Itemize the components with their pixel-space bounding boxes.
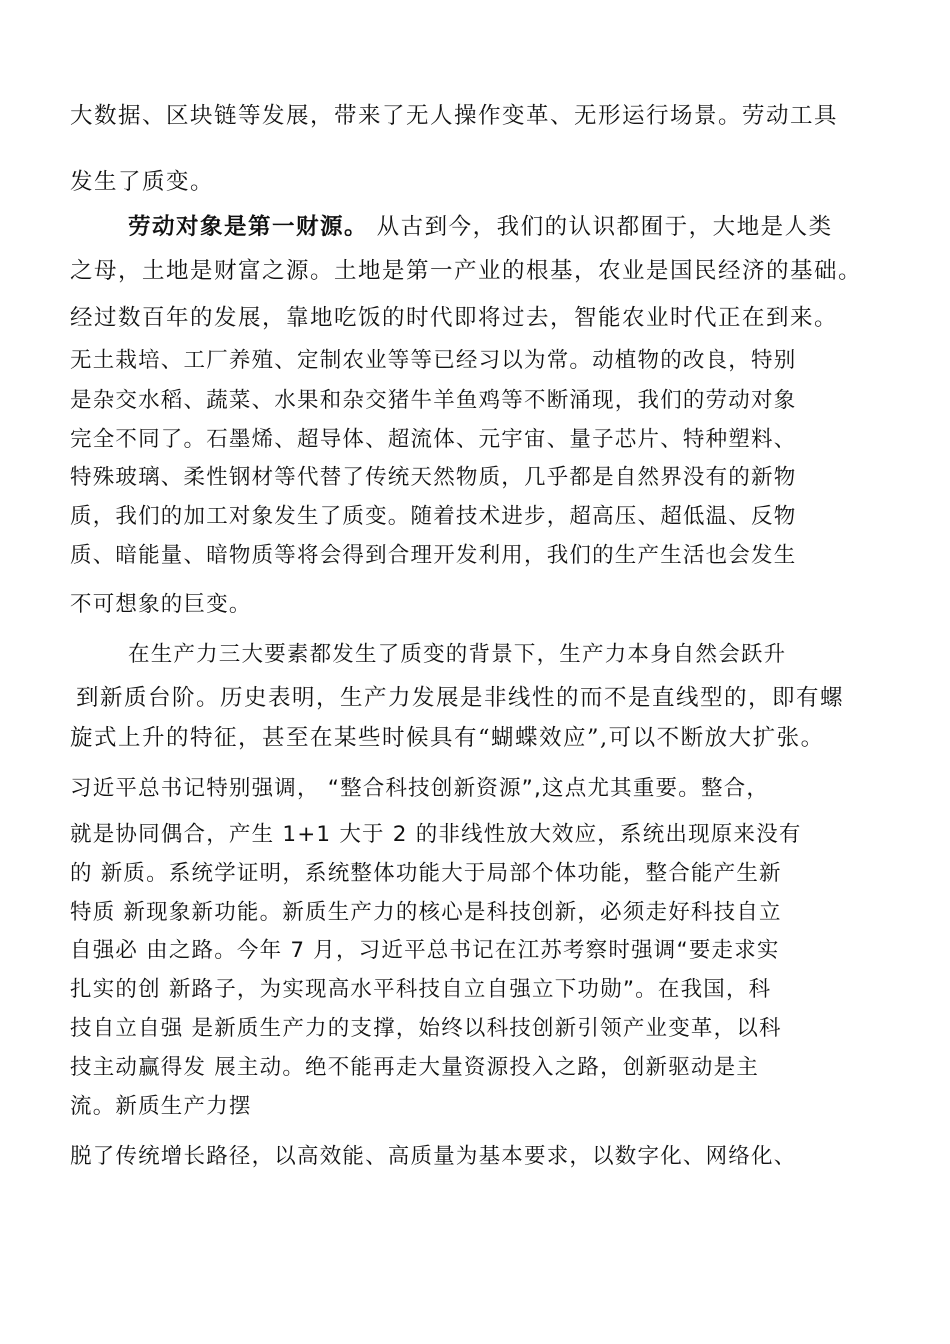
text-line-11: 质、暗能量、暗物质等将会得到合理开发利用，我们的生产生活也会发生 xyxy=(70,543,797,568)
text-line-25: 脱了传统增长路径，以高效能、高质量为基本要求，以数字化、网络化、 xyxy=(70,1144,797,1169)
text-line-3-body: 从古到今，我们的认识都囿于，大地是人类 xyxy=(368,214,833,240)
text-line-17: 就是协同偶合，产生 1+1 大于 2 的非线性放大效应，系统出现原来没有 xyxy=(70,822,802,847)
text-line-5: 经过数百年的发展，靠地吃饭的时代即将过去，智能农业时代正在到来。 xyxy=(70,305,839,331)
text-line-12: 不可想象的巨变。 xyxy=(70,592,252,617)
text-line-23: 技主动赢得发 展主动。绝不能再走大量资源投入之路，创新驱动是主 xyxy=(70,1055,760,1080)
text-line-13: 在生产力三大要素都发生了质变的背景下，生产力本身自然会跃升 xyxy=(128,642,787,667)
text-line-24: 流。新质生产力摆 xyxy=(70,1094,252,1119)
text-line-3 xyxy=(128,212,885,242)
text-line-18: 的 新质。系统学证明，系统整体功能大于局部个体功能，整合能产生新 xyxy=(70,861,782,886)
text-line-19: 特质 新现象新功能。新质生产力的核心是科技创新，必须走好科技自立 xyxy=(70,900,782,925)
text-line-9: 特殊玻璃、柔性钢材等代替了传统天然物质，几乎都是自然界没有的新物 xyxy=(70,465,797,490)
section-heading: 劳动对象是第一财源。 xyxy=(128,214,369,240)
text-line-20: 自强必 由之路。今年 7 月，习近平总书记在江苏考察时强调“要走求实 xyxy=(70,938,780,963)
text-line-16: 习近平总书记特别强调， “整合科技创新资源”,这点尤其重要。整合， xyxy=(70,776,770,801)
text-line-14: 到新质台阶。历史表明，生产力发展是非线性的而不是直线型的，即有螺 xyxy=(76,685,845,711)
text-line-10: 质，我们的加工对象发生了质变。随着技术进步，超高压、超低温、反物 xyxy=(70,504,797,529)
text-line-4: 之母，土地是财富之源。土地是第一产业的根基，农业是国民经济的基础。 xyxy=(70,258,863,284)
text-line-2: 发生了质变。 xyxy=(70,169,215,195)
text-line-22: 技自立自强 是新质生产力的支撑，始终以科技创新引领产业变革，以科 xyxy=(70,1016,782,1041)
text-line-6: 无土栽培、工厂养殖、定制农业等等已经习以为常。动植物的改良，特别 xyxy=(70,348,797,373)
text-line-21: 扎实的创 新路子，为实现高水平科技自立自强立下功勋”。在我国，科 xyxy=(70,977,772,1002)
text-line-7: 是杂交水稻、蔬菜、水果和杂交猪牛羊鱼鸡等不断涌现，我们的劳动对象 xyxy=(70,388,797,413)
text-line-8: 完全不同了。石墨烯、超导体、超流体、元宇宙、量子芯片、特种塑料、 xyxy=(70,427,797,452)
text-line-1: 大数据、区块链等发展，带来了无人操作变革、无形运行场景。劳动工具 xyxy=(70,103,839,129)
text-line-15: 旋式上升的特征，甚至在某些时候具有“蝴蝶效应”,可以不断放大扩张。 xyxy=(70,725,825,751)
